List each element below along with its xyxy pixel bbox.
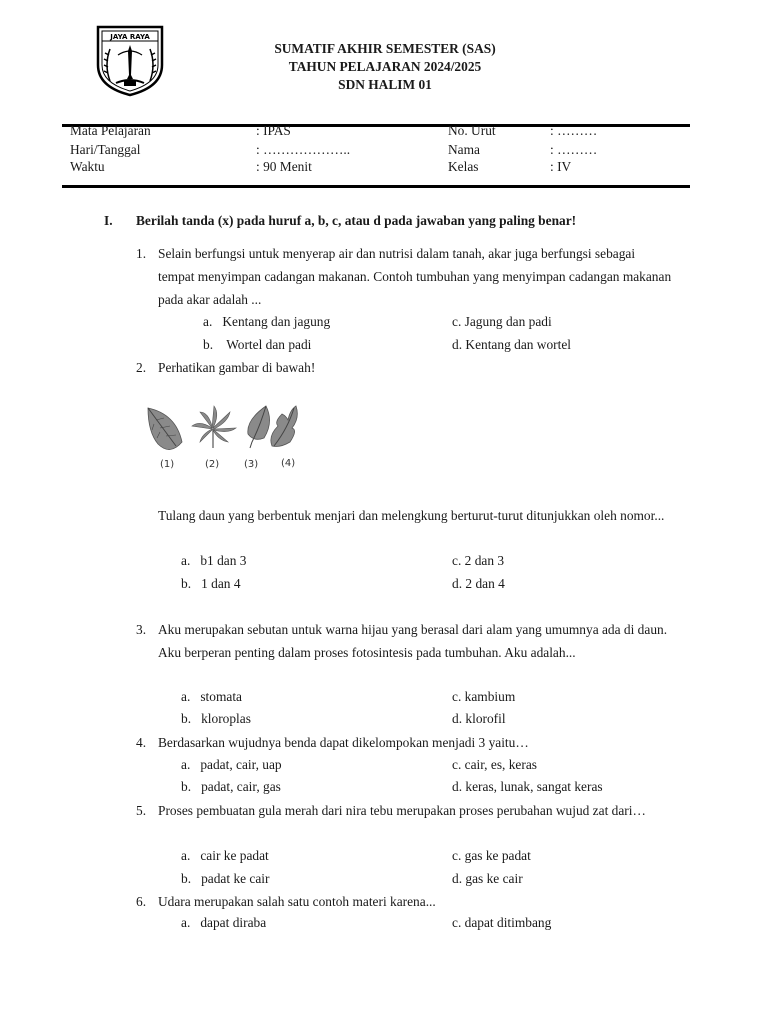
class-label: Kelas xyxy=(448,159,479,174)
option-text: keras, lunak, sangat keras xyxy=(465,779,603,794)
option-5a xyxy=(181,847,269,865)
option-letter: b. xyxy=(181,871,192,886)
option-text: gas ke padat xyxy=(464,848,531,863)
option-letter: d. xyxy=(452,871,463,886)
question-text: Perhatikan gambar di bawah! xyxy=(158,360,316,375)
option-letter: a. xyxy=(181,757,191,772)
leaf-2-icon xyxy=(192,406,236,448)
question-2 xyxy=(136,356,676,379)
leaf-1-icon xyxy=(148,408,182,450)
option-2c xyxy=(452,552,504,570)
question-5 xyxy=(136,799,676,845)
option-text: 2 dan 4 xyxy=(465,576,505,591)
question-number: 3. xyxy=(136,622,147,637)
option-letter: d. xyxy=(452,711,463,726)
question-number: 1. xyxy=(136,246,147,261)
time-value: : 90 Menit xyxy=(256,159,312,174)
option-letter: b. xyxy=(181,779,192,794)
leaf-label-2: (2) xyxy=(205,459,220,470)
question-number: 4. xyxy=(136,735,147,750)
option-6c xyxy=(452,914,551,932)
option-text: klorofil xyxy=(465,711,506,726)
option-text: Kentang dan jagung xyxy=(222,314,331,329)
leaf-label-1: (1) xyxy=(160,459,175,470)
option-text: cair ke padat xyxy=(200,848,269,863)
option-1b xyxy=(203,336,311,354)
header-bottom-rule xyxy=(62,185,690,188)
option-text: gas ke cair xyxy=(465,871,523,886)
option-text: Kentang dan wortel xyxy=(465,337,572,352)
option-letter: a. xyxy=(181,915,191,930)
question-number: 6. xyxy=(136,894,147,909)
question-3 xyxy=(136,618,676,688)
option-4c xyxy=(452,756,537,774)
name-value: : ……… xyxy=(550,142,598,157)
option-letter: a. xyxy=(181,553,191,568)
question-2-followup xyxy=(136,504,676,550)
option-6a xyxy=(181,914,266,932)
option-1d xyxy=(452,336,571,354)
leaf-3-icon xyxy=(248,406,270,448)
jaya-raya-logo xyxy=(94,25,166,97)
title-line-2: TAHUN PELAJARAN 2024/2025 xyxy=(288,59,482,74)
leaf-label-4: (4) xyxy=(281,458,296,469)
option-text: dapat ditimbang xyxy=(464,915,552,930)
time-label: Waktu xyxy=(70,159,105,174)
svg-text:JAYA RAYA: JAYA RAYA xyxy=(110,33,150,41)
option-letter: b. xyxy=(181,711,192,726)
option-3c xyxy=(452,688,515,706)
title-line-1: SUMATIF AKHIR SEMESTER (SAS) xyxy=(274,41,496,56)
option-text: cair, es, keras xyxy=(464,757,537,772)
leaf-4-icon xyxy=(271,406,297,447)
option-letter: a. xyxy=(181,689,191,704)
option-text: stomata xyxy=(200,689,242,704)
option-letter: c. xyxy=(452,915,462,930)
option-letter: c. xyxy=(452,553,462,568)
date-label: Hari/Tanggal xyxy=(70,142,141,157)
option-text: Jagung dan padi xyxy=(464,314,552,329)
question-4 xyxy=(136,731,676,754)
question-1 xyxy=(136,242,676,312)
option-letter: a. xyxy=(181,848,191,863)
section-instruction: Berilah tanda (x) pada huruf a, b, c, atau d pada jawaban yang paling benar! xyxy=(136,213,577,228)
option-1c xyxy=(452,313,552,331)
option-letter: a. xyxy=(203,314,213,329)
option-5d xyxy=(452,870,523,888)
option-letter: d. xyxy=(452,576,463,591)
option-text: 2 dan 3 xyxy=(464,553,505,568)
option-text: kloroplas xyxy=(201,711,251,726)
option-2a xyxy=(181,552,246,570)
option-3a xyxy=(181,688,242,706)
question-text: Proses pembuatan gula merah dari nira tebu merupakan proses perubahan wujud zat dari… xyxy=(158,803,646,818)
class-value: : IV xyxy=(550,159,572,174)
option-text: 1 dan 4 xyxy=(201,576,241,591)
exam-title xyxy=(200,40,570,94)
title-line-3: SDN HALIM 01 xyxy=(338,77,432,92)
question-followup-text: Tulang daun yang berbentuk menjari dan melengkung berturut-turut ditunjukkan oleh nomor... xyxy=(158,508,665,523)
question-number: 2. xyxy=(136,360,147,375)
option-2d xyxy=(452,575,505,593)
option-letter: d. xyxy=(452,779,463,794)
date-value: : ……………….. xyxy=(256,142,351,157)
option-text: dapat diraba xyxy=(200,915,267,930)
info-row-date xyxy=(70,141,690,159)
option-text: Wortel dan padi xyxy=(226,337,312,352)
subject-label: Mata Pelajaran xyxy=(70,123,151,138)
section-number: I. xyxy=(104,213,113,228)
number-value: : ……… xyxy=(550,123,598,138)
option-2b xyxy=(181,575,241,593)
leaf-label-3: (3) xyxy=(244,459,259,470)
question-text: Aku merupakan sebutan untuk warna hijau yang berasal dari alam yang umumnya ada di daun. Aku berperan penting dalam proses fotosintesis pada tumbuhan. Aku adalah... xyxy=(158,622,668,660)
subject-value: : IPAS xyxy=(256,123,291,138)
option-1a xyxy=(203,313,330,331)
option-letter: c. xyxy=(452,757,462,772)
option-letter: d. xyxy=(452,337,463,352)
name-label: Nama xyxy=(448,142,480,157)
option-text: padat, cair, gas xyxy=(201,779,281,794)
question-number: 5. xyxy=(136,803,147,818)
option-letter: c. xyxy=(452,689,462,704)
option-letter: b. xyxy=(181,576,192,591)
option-letter: c. xyxy=(452,848,462,863)
question-6 xyxy=(136,890,676,913)
option-letter: b. xyxy=(203,337,214,352)
option-4d xyxy=(452,778,603,796)
info-row-subject xyxy=(70,122,690,140)
option-4b xyxy=(181,778,281,796)
number-label: No. Urut xyxy=(448,123,496,138)
leaf-figure xyxy=(140,398,300,478)
option-letter: c. xyxy=(452,314,462,329)
info-row-time xyxy=(70,158,690,176)
question-text: Berdasarkan wujudnya benda dapat dikelompokan menjadi 3 yaitu… xyxy=(158,735,529,750)
option-5c xyxy=(452,847,531,865)
option-text: padat ke cair xyxy=(201,871,270,886)
option-4a xyxy=(181,756,282,774)
option-3b xyxy=(181,710,251,728)
option-text: kambium xyxy=(464,689,516,704)
option-5b xyxy=(181,870,270,888)
question-text: Selain berfungsi untuk menyerap air dan nutrisi dalam tanah, akar juga berfungsi sebagai tempat menyimpan cadangan makanan. Contoh tumbuhan yang menyimpan cadangan makanan pada akar adalah ... xyxy=(158,246,672,307)
option-3d xyxy=(452,710,506,728)
option-text: padat, cair, uap xyxy=(200,757,282,772)
option-text: b1 dan 3 xyxy=(200,553,247,568)
question-text: Udara merupakan salah satu contoh materi karena... xyxy=(158,894,436,909)
